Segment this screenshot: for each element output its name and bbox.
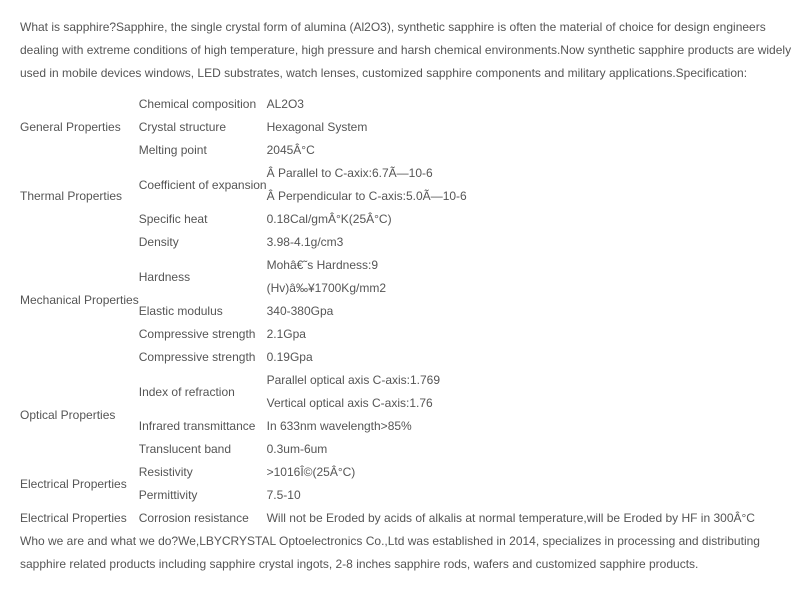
property-value: AL2O3	[266, 97, 304, 111]
category-optical: Optical Properties	[20, 407, 116, 422]
property-label: Compressive strength	[138, 327, 256, 341]
table-row	[20, 162, 755, 185]
property-value: 340-380Gpa	[266, 304, 334, 318]
property-label: Elastic modulus	[138, 304, 223, 318]
table-row	[20, 461, 755, 484]
category-electrical-corrosion: Electrical Properties	[20, 511, 127, 525]
property-value: In 633nm wavelength>85%	[266, 419, 412, 433]
outro-paragraph: Who we are and what we do?We,LBYCRYSTAL Optoelectronics Co.,Ltd was established in 2014, specializes in processing and distributing sapphire related products including sapphire crystal ingots, 2-8 inches sapphire rods, wafers and customized sapphire products.	[20, 534, 760, 571]
property-label: Crystal structure	[138, 120, 227, 134]
property-value: Vertical optical axis C-axis:1.76	[266, 396, 433, 410]
property-label: Infrared transmittance	[138, 419, 256, 433]
property-value: Hexagonal System	[266, 120, 368, 134]
table-row	[20, 369, 755, 392]
property-value: 2.1Gpa	[266, 327, 306, 341]
property-label: Coefficient of expansion	[138, 177, 267, 192]
property-label: Specific heat	[138, 212, 208, 226]
property-value: Will not be Eroded by acids of alkalis at normal temperature,will be Eroded by HF in 300Â°C	[266, 511, 755, 525]
property-label: Compressive strength	[138, 350, 256, 364]
category-mechanical: Mechanical Properties	[20, 292, 139, 307]
property-value: 7.5-10	[266, 488, 301, 502]
table-row	[20, 93, 755, 116]
property-label: Hardness	[138, 269, 191, 284]
property-value: Mohâ€˜s Hardness:9	[266, 258, 378, 272]
property-label: Density	[138, 235, 179, 249]
property-value: 3.98-4.1g/cm3	[266, 235, 344, 249]
property-label: Index of refraction	[138, 384, 235, 399]
property-label: Permittivity	[138, 488, 198, 502]
table-row	[20, 507, 755, 530]
property-value: 2045Â°C	[266, 143, 315, 157]
property-label: Melting point	[138, 143, 207, 157]
property-value: 0.3um-6um	[266, 442, 328, 456]
intro-paragraph: What is sapphire?Sapphire, the single crystal form of alumina (Al2O3), synthetic sapphire is often the material of choice for design engineers dealing with extreme conditions of high temperature, high pressure and harsh chemical environments.Now synthetic sapphire products are widely used in mobile devices windows, LED substrates, watch lenses, customized sapphire components and military applications.Specification:	[20, 20, 792, 80]
property-value: (Hv)â‰¥1700Kg/mm2	[266, 281, 386, 295]
category-general: General Properties	[20, 120, 121, 134]
table-row	[20, 231, 755, 254]
property-label: Resistivity	[138, 465, 193, 479]
property-value: 0.18Cal/gmÂ°K(25Â°C)	[266, 212, 392, 226]
property-value: 0.19Gpa	[266, 350, 313, 364]
property-value: Â Parallel to C-axix:6.7Ã—10-6	[266, 166, 433, 180]
property-value: Parallel optical axis C-axis:1.769	[266, 373, 441, 387]
property-value: >1016Î©(25Â°C)	[266, 465, 356, 479]
property-label: Translucent band	[138, 442, 232, 456]
property-label: Corrosion resistance	[138, 511, 249, 525]
category-thermal: Thermal Properties	[20, 189, 123, 203]
category-electrical: Electrical Properties	[20, 476, 127, 491]
property-value: Â Perpendicular to C-axis:5.0Ã—10-6	[266, 189, 467, 203]
specification-table	[20, 93, 755, 530]
property-label: Chemical composition	[138, 97, 257, 111]
